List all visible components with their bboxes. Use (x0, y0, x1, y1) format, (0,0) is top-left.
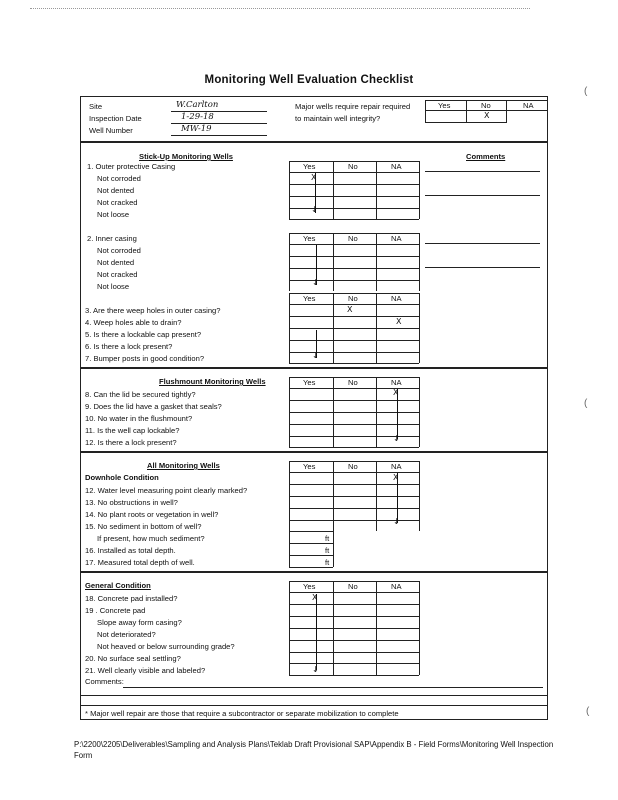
page-title: Monitoring Well Evaluation Checklist (204, 74, 414, 86)
general-yes: Yes (303, 582, 316, 591)
inspection-date-value: 1-29-18 (181, 112, 214, 122)
q2-arrow-mark: ↓ (312, 278, 319, 287)
q1-label: 1. Outer protective Casing (87, 162, 176, 171)
flushmount-heading: Flushmount Monitoring Wells (159, 377, 266, 386)
flush-na-mark: X (393, 388, 399, 397)
unit-ft: ft (325, 534, 330, 543)
general-check-stroke (316, 594, 317, 670)
stickup-heading: Stick-Up Monitoring Wells (139, 152, 233, 161)
flush-q12: 12. Is there a lock present? (85, 438, 177, 447)
general-check-mark: X (312, 593, 318, 602)
q1-item: Not dented (97, 186, 135, 195)
stickup-na-3: NA (391, 294, 402, 303)
inspection-date-label: Inspection Date (89, 114, 142, 123)
unit-ft: ft (325, 546, 330, 555)
q4-label: 4. Weep holes able to drain? (85, 318, 182, 327)
stickup-yes: Yes (303, 162, 316, 171)
q1-item: Not cracked (97, 198, 138, 207)
q2-item: Not loose (97, 282, 130, 291)
all-q17: 17. Measured total depth of well. (85, 558, 195, 567)
comments-heading: Comments (466, 152, 506, 161)
stickup-na-2: NA (391, 234, 402, 243)
flush-na: NA (391, 378, 402, 387)
general-arrow-mark: ↓ (312, 665, 319, 674)
all-na-mark: X (393, 473, 399, 482)
comments-label: Comments: (85, 677, 124, 686)
footnote: * Major well repair are those that require a subcontractor or separate mobilization to complete (85, 709, 399, 718)
margin-scan-mark: ( (584, 86, 588, 97)
margin-scan-mark: ( (586, 706, 590, 717)
q7-arrow-mark: ↓ (312, 351, 319, 360)
stickup-na: NA (391, 162, 402, 171)
major-repair-no-mark: X (484, 111, 490, 120)
scan-edge-line (30, 8, 530, 9)
allwells-heading: All Monitoring Wells (147, 461, 220, 470)
header-na: NA (523, 101, 534, 110)
flush-q9: 9. Does the lid have a gasket that seals? (85, 402, 222, 411)
flush-q11: 11. Is the well cap lockable? (85, 426, 180, 435)
stickup-no: No (348, 162, 358, 171)
q3-no-mark: X (347, 305, 353, 314)
well-number-value: MW-19 (181, 124, 212, 134)
stickup-yes-3: Yes (303, 294, 316, 303)
all-q12: 12. Water level measuring point clearly marked? (85, 486, 248, 495)
unit-ft: ft (325, 558, 330, 567)
general-q19c: Not heaved or below surrounding grade? (97, 642, 235, 651)
all-q15: 15. No sediment in bottom of well? (85, 522, 202, 531)
site-value: W.Carlton (176, 100, 219, 110)
site-label: Site (89, 102, 103, 111)
q2-item: Not dented (97, 258, 135, 267)
stickup-no-2: No (348, 234, 358, 243)
flush-no: No (348, 378, 358, 387)
checklist-form (80, 96, 548, 720)
all-q13: 13. No obstructions in well? (85, 498, 178, 507)
q3-label: 3. Are there weep holes in outer casing? (85, 306, 221, 315)
margin-scan-mark: ( (584, 398, 588, 409)
general-q19b: Not deteriorated? (97, 630, 156, 639)
general-q18: 18. Concrete pad installed? (85, 594, 178, 603)
flush-yes: Yes (303, 378, 316, 387)
flush-q10: 10. No water in the flushmount? (85, 414, 193, 423)
general-q20: 20. No surface seal settling? (85, 654, 181, 663)
q1-arrow-mark: ↓ (311, 205, 318, 214)
header-yes: Yes (438, 101, 451, 110)
file-path-footer: P:\2200\2205\Deliverables\Sampling and Analysis Plans\Teklab Draft Provisional SAP\Appendix B - Field Forms\Monitoring Well Inspection Form (74, 740, 554, 760)
well-number-label: Well Number (89, 126, 133, 135)
q5-label: 5. Is there a lockable cap present? (85, 330, 202, 339)
major-repair-question: Major wells require repair required (295, 102, 411, 111)
all-q16: 16. Installed as total depth. (85, 546, 176, 555)
q4-na-mark: X (396, 317, 402, 326)
major-repair-question-2: to maintain well integrity? (295, 114, 381, 123)
all-sediment-amount: If present, how much sediment? (97, 534, 205, 543)
general-na: NA (391, 582, 402, 591)
all-q14: 14. No plant roots or vegetation in well? (85, 510, 219, 519)
q1-item: Not corroded (97, 174, 141, 183)
all-na: NA (391, 462, 402, 471)
general-heading: General Condition (85, 581, 151, 590)
q1-item: Not loose (97, 210, 130, 219)
stickup-yes-2: Yes (303, 234, 316, 243)
all-no: No (348, 462, 358, 471)
q1-check-mark: X (311, 173, 317, 182)
q7-label: 7. Bumper posts in good condition? (85, 354, 205, 363)
general-q19: 19 . Concrete pad (85, 606, 146, 615)
all-yes: Yes (303, 462, 316, 471)
general-no: No (348, 582, 358, 591)
flush-arrow-mark: ↓ (393, 434, 400, 443)
flush-q8: 8. Can the lid be secured tightly? (85, 390, 196, 399)
header-no: No (481, 101, 491, 110)
downhole-subheading: Downhole Condition (85, 473, 159, 482)
general-q19a: Slope away form casing? (97, 618, 182, 627)
stickup-no-3: No (348, 294, 358, 303)
general-q21: 21. Well clearly visible and labeled? (85, 666, 206, 675)
q2-item: Not corroded (97, 246, 141, 255)
q2-item: Not cracked (97, 270, 138, 279)
q6-label: 6. Is there a lock present? (85, 342, 173, 351)
q2-label: 2. Inner casing (87, 234, 137, 243)
all-arrow-mark: ↓ (393, 517, 400, 526)
